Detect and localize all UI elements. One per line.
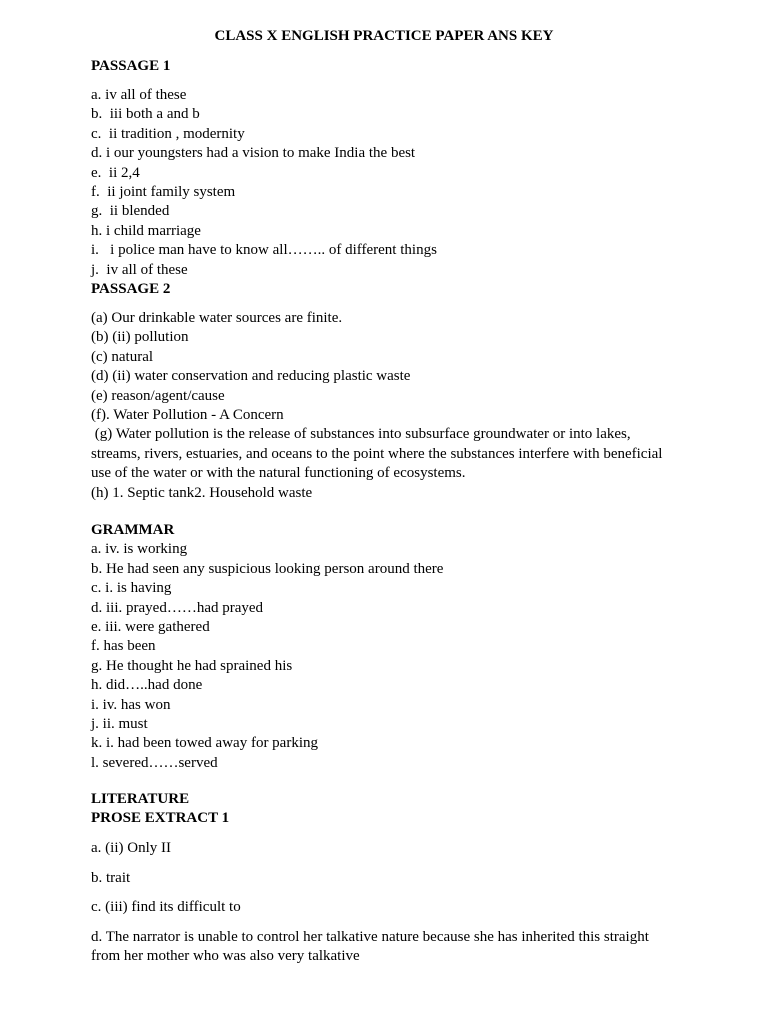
answer-line: (c) natural [91, 348, 154, 365]
answer-line: i. iv. has won [91, 696, 171, 713]
answer-line: d. iii. prayed……had prayed [91, 599, 264, 616]
passage-1-heading-block [91, 57, 676, 76]
passage-2-answers [91, 309, 676, 503]
answer-line: l. severed……served [91, 754, 218, 771]
answer-line: g. He thought he had sprained his [91, 657, 293, 674]
prose-answer-b-block [91, 869, 676, 888]
grammar-heading: GRAMMAR [91, 522, 175, 538]
answer-line: i. i police man have to know all…….. of different things [91, 242, 437, 259]
answer-paragraph: d. The narrator is unable to control her talkative nature because she has inherited this straight from her mother who was also very talkative [91, 929, 653, 965]
answer-line: b. He had seen any suspicious looking person around there [91, 560, 444, 577]
literature-heading: LITERATURE [91, 791, 190, 807]
answer-line: f. ii joint family system [91, 184, 236, 201]
answer-line: b. iii both a and b [91, 106, 200, 123]
answer-line: e. ii 2,4 [91, 164, 140, 181]
answer-line: a. iv. is working [91, 541, 188, 558]
answer-line: (e) reason/agent/cause [91, 387, 225, 404]
answer-line: (f). Water Pollution - A Concern [91, 407, 284, 424]
answer-line: c. ii tradition , modernity [91, 125, 245, 142]
answer-line: h. i child marriage [91, 222, 201, 239]
answer-line: e. iii. were gathered [91, 619, 210, 636]
prose-answer-a-block [91, 839, 676, 858]
answer-line: g. ii blended [91, 203, 170, 220]
prose-answer-c-block [91, 898, 676, 917]
answer-line: c. i. is having [91, 580, 172, 597]
answer-line: (h) 1. Septic tank2. Household waste [91, 484, 313, 501]
document-title: CLASS X ENGLISH PRACTICE PAPER ANS KEY [214, 28, 554, 44]
answer-paragraph: (g) Water pollution is the release of substances into subsurface groundwater or into lakes, streams, rivers, estuaries, and oceans to the point where the substances interfere with beneficial use of the water or with the natural functioning of ecosystems. [91, 426, 667, 482]
answer-line: c. (iii) find its difficult to [91, 899, 241, 915]
answer-line: h. did…..had done [91, 677, 203, 694]
answer-line: j. iv all of these [91, 261, 188, 278]
answer-line: a. (ii) Only II [91, 840, 171, 856]
answer-line: j. ii. must [91, 716, 148, 733]
answer-line: (d) (ii) water conservation and reducing plastic waste [91, 368, 411, 385]
answer-line: b. trait [91, 870, 131, 886]
passage-1-heading: PASSAGE 1 [91, 58, 171, 74]
answer-line: k. i. had been towed away for parking [91, 735, 319, 752]
grammar-section [91, 521, 676, 773]
prose-answer-d-block [91, 928, 676, 967]
answer-line: (a) Our drinkable water sources are finite. [91, 310, 343, 326]
answer-line: f. has been [91, 638, 156, 655]
passage-2-heading: PASSAGE 2 [91, 281, 171, 298]
passage-1-answers [91, 86, 676, 299]
answer-line: a. iv all of these [91, 87, 187, 103]
answer-line: d. i our youngsters had a vision to make India the best [91, 145, 416, 162]
literature-section [91, 790, 676, 829]
prose-extract-heading: PROSE EXTRACT 1 [91, 810, 230, 827]
answer-line: (b) (ii) pollution [91, 329, 189, 346]
